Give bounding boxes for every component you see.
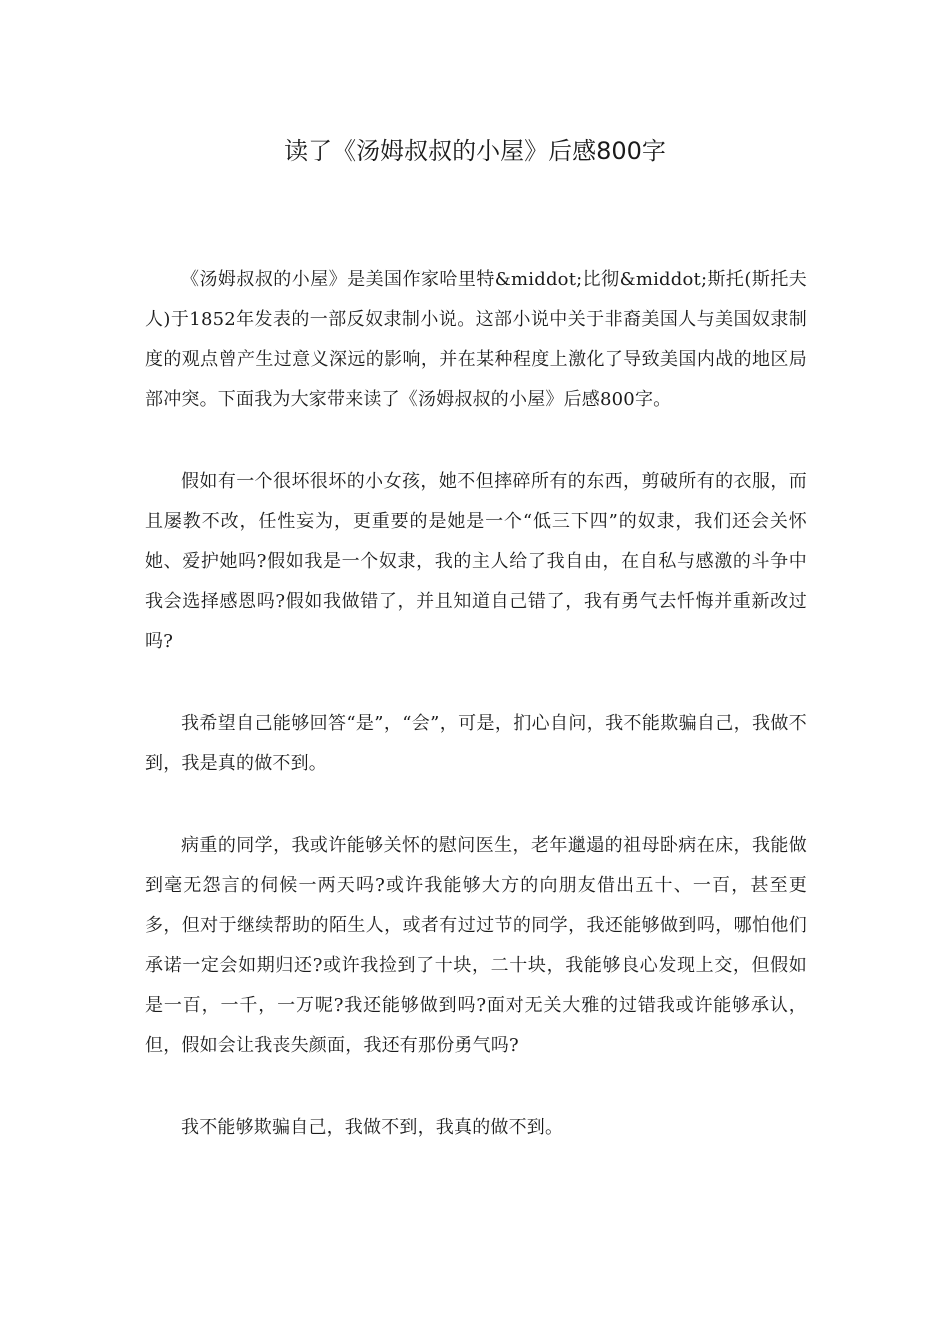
paragraph-conclusion: 我不能够欺骗自己，我做不到，我真的做不到。 [181, 1117, 564, 1138]
document-title: 读了《汤姆叔叔的小屋》后感800字 [284, 137, 666, 165]
paragraph-answer: 我希望自己能够回答“是”，“会”，可是，扪心自问，我不能欺骗自己，我做不到，我是真的做不到。 [145, 713, 807, 774]
paragraph-examples: 病重的同学，我或许能够关怀的慰问医生，老年邋遢的祖母卧病在床，我能做到毫无怨言的伺候一两天吗?或许我能够大方的向朋友借出五十、一百，甚至更多，但对于继续帮助的陌生人，或者有过过节的同学，我还能够做到吗，哪怕他们承诺一定会如期归还?或许我捡到了十块，二十块，我能够良心发现上交，但假如是一百，一千，一万呢?我还能够做到吗?面对无关大雅的过错我或许能够承认，但，假如会让我丧失颜面，我还有那份勇气吗? [145, 835, 807, 1056]
paragraph-questions: 假如有一个很坏很坏的小女孩，她不但摔碎所有的东西，剪破所有的衣服，而且屡教不改，任性妄为，更重要的是她是一个“低三下四”的奴隶，我们还会关怀她、爱护她吗?假如我是一个奴隶，我的主人给了我自由，在自私与感激的斗争中我会选择感恩吗?假如我做错了，并且知道自己错了，我有勇气去忏悔并重新改过吗? [145, 471, 807, 652]
paragraph-intro: 《汤姆叔叔的小屋》是美国作家哈里特&middot;比彻&middot;斯托(斯托夫人)于1852年发表的一部反奴隶制小说。这部小说中关于非裔美国人与美国奴隶制度的观点曾产生过意义深远的影响，并在某种程度上激化了导致美国内战的地区局部冲突。下面我为大家带来读了《汤姆叔叔的小屋》后感800字。 [145, 269, 807, 410]
document-body [145, 260, 807, 1190]
